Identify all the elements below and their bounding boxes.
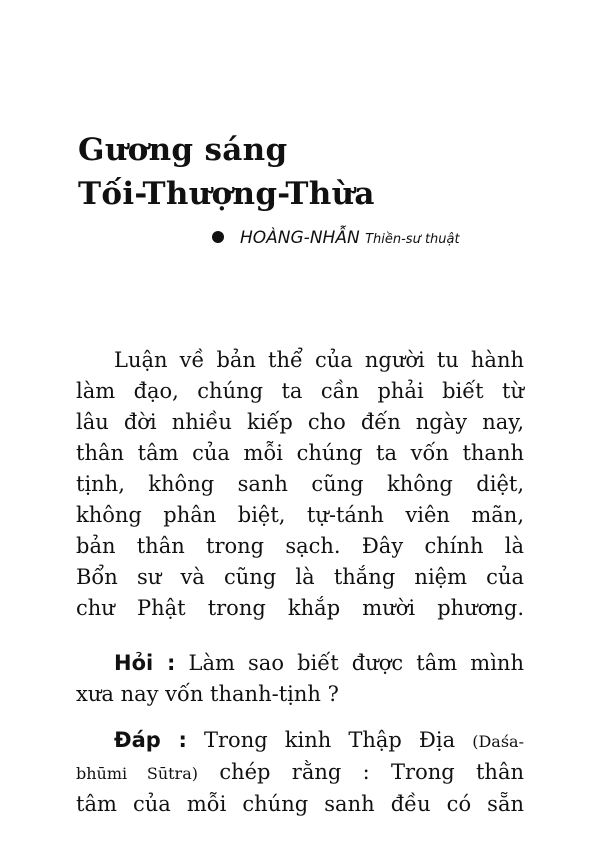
text-line: lâu đời nhiều kiếp cho đến ngày nay, [76, 410, 524, 434]
text-line: làm đạo, chúng ta cần phải biết từ [76, 379, 524, 403]
title-line-2: Tối-Thượng-Thừa [78, 176, 375, 212]
text-line: tâm của mỗi chúng sanh đều có sẵn [76, 792, 524, 816]
answer-note: (Daśa- [472, 732, 524, 751]
answer-text: Trong kinh Thập Địa [204, 728, 456, 752]
title-line-1: Gương sáng [78, 132, 288, 168]
text-line: Luận về bản thể của người tu hành [114, 348, 524, 372]
paragraph-question [76, 648, 524, 710]
answer-text-cont: chép rằng : Trong thân [219, 760, 525, 784]
answer-note-cont: bhūmi Sūtra) [76, 764, 198, 783]
text-line [76, 757, 524, 789]
text-line: Bổn sư và cũng là thắng niệm của [76, 565, 524, 589]
question-label: Hỏi : [114, 651, 176, 675]
text-line [76, 725, 524, 757]
text-line: tịnh, không sanh cũng không diệt, [76, 472, 524, 496]
text-line: xưa nay vốn thanh-tịnh ? [76, 682, 339, 706]
text-line: thân tâm của mỗi chúng ta vốn thanh [76, 441, 524, 465]
text-line [76, 648, 524, 679]
author-byline [212, 228, 460, 248]
answer-label: Đáp : [114, 728, 187, 752]
text-line: chư Phật trong khắp mười phương. [76, 596, 524, 620]
paragraph-answer [76, 725, 524, 820]
author-name: HOÀNG-NHẪN [240, 228, 360, 248]
text-line: bản thân trong sạch. Đây chính là [76, 534, 524, 558]
author-role: Thiền-sư thuật [365, 232, 460, 247]
question-text: Làm sao biết được tâm mình [188, 651, 524, 675]
bullet-icon [212, 231, 224, 243]
text-line: không phân biệt, tự-tánh viên mãn, [76, 503, 524, 527]
article-title [78, 128, 375, 216]
paragraph-intro [76, 345, 524, 624]
